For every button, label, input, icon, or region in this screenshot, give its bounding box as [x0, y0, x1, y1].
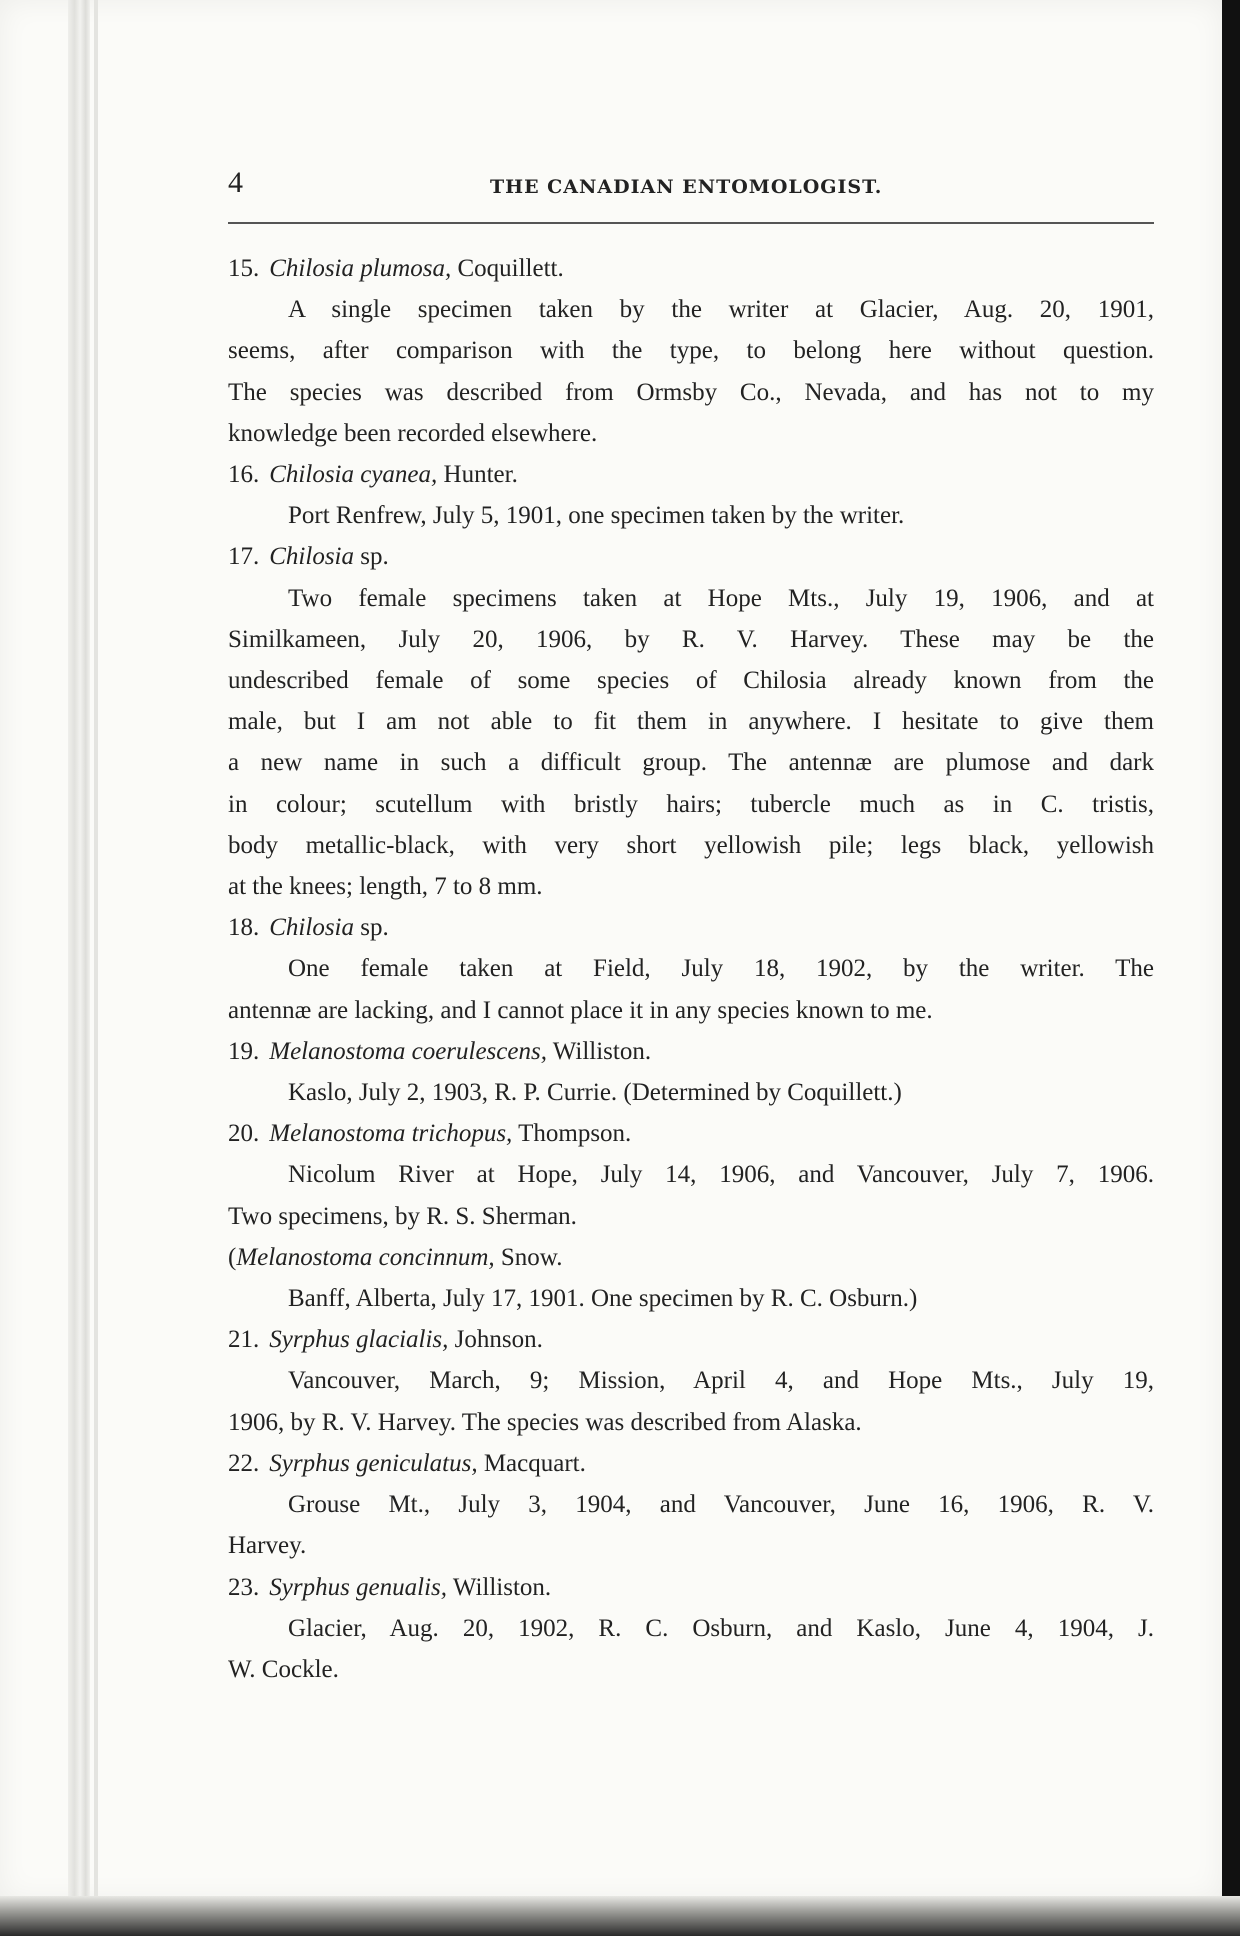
- entry-heading: [228, 1237, 1154, 1278]
- entry-text-line: Port Renfrew, July 5, 1901, one specimen taken by the writer.: [288, 502, 905, 530]
- entry-text-line: The species was described from Ormsby Co., Nevada, and has not to my: [228, 378, 1154, 406]
- entry-heading: [228, 1443, 1154, 1484]
- running-head: THE CANADIAN ENTOMOLOGIST.: [490, 176, 883, 198]
- species-author: sp.: [360, 543, 389, 571]
- species-author: Williston.: [452, 1573, 552, 1601]
- binding-edge: [94, 0, 98, 1900]
- entry-number: 15.: [228, 255, 260, 282]
- entry-text-line: Harvey.: [228, 1532, 307, 1560]
- species-name: Melanostoma concinnum,: [236, 1243, 495, 1271]
- entry-text-line: Glacier, Aug. 20, 1902, R. C. Osburn, and Kaslo, June 4, 1904, J.: [288, 1614, 1154, 1642]
- entry-text-line: undescribed female of some species of Chilosia already known from the: [228, 667, 1154, 695]
- entry-number: 18.: [228, 914, 260, 942]
- entry-text-line: Nicolum River at Hope, July 14, 1906, and Vancouver, July 7, 1906.: [288, 1161, 1154, 1189]
- entry-text-line: seems, after comparison with the type, to belong here without question.: [228, 337, 1154, 365]
- entry-heading: [228, 248, 1154, 289]
- entry-text-line: 1906, by R. V. Harvey. The species was described from Alaska.: [228, 1408, 862, 1436]
- entry-text-line: Kaslo, July 2, 1903, R. P. Currie. (Determined by Coquillett.): [288, 1079, 902, 1107]
- page-content: [228, 160, 1154, 1690]
- species-author: Snow.: [500, 1243, 563, 1271]
- species-author: Williston.: [552, 1037, 652, 1065]
- entry-text-line: at the knees; length, 7 to 8 mm.: [228, 873, 543, 901]
- entry-text-line: Banff, Alberta, July 17, 1901. One specimen by R. C. Osburn.): [288, 1285, 918, 1313]
- entry-heading: [228, 1567, 1154, 1608]
- entry-text-line: Similkameen, July 20, 1906, by R. V. Harvey. These may be the: [228, 625, 1154, 653]
- entry-text-line: Two female specimens taken at Hope Mts., July 19, 1906, and at: [288, 584, 1154, 612]
- scan-edge-shadow: [1222, 0, 1240, 1936]
- entry-text-line: Grouse Mt., July 3, 1904, and Vancouver, June 16, 1906, R. V.: [288, 1491, 1154, 1519]
- entry-number: 16.: [228, 461, 260, 489]
- binding-gutter: [68, 0, 90, 1900]
- page-header: [228, 160, 1154, 220]
- entry-text-line: Vancouver, March, 9; Mission, April 4, and Hope Mts., July 19,: [288, 1367, 1154, 1395]
- entry-prefix: (: [228, 1243, 237, 1271]
- species-name: Chilosia: [269, 914, 354, 942]
- entry-text-line: male, but I am not able to fit them in anywhere. I hesitate to give them: [228, 708, 1154, 736]
- entry-text-line: in colour; scutellum with bristly hairs; tubercle much as in C. tristis,: [228, 790, 1154, 818]
- entry-text-line: antennæ are lacking, and I cannot place it in any species known to me.: [228, 996, 933, 1024]
- entry-heading: [228, 1113, 1154, 1154]
- entry-heading: [228, 454, 1154, 495]
- entry-text-line: Two specimens, by R. S. Sherman.: [228, 1202, 577, 1230]
- entry-text-line: body metallic-black, with very short yellowish pile; legs black, yellowish: [228, 831, 1154, 859]
- entry-number: 21.: [228, 1326, 260, 1354]
- entry-number: 19.: [228, 1037, 260, 1065]
- page-number: 4: [228, 166, 243, 199]
- species-name: Syrphus glacialis,: [269, 1326, 449, 1354]
- species-name: Chilosia: [269, 543, 354, 571]
- species-name: Syrphus geniculatus,: [269, 1449, 478, 1477]
- entry-number: 23.: [228, 1573, 260, 1601]
- header-rule: [228, 222, 1154, 224]
- entry-text-line: W. Cockle.: [228, 1655, 339, 1683]
- species-list: [228, 248, 1154, 1690]
- entry-heading: [228, 907, 1154, 948]
- entry-heading: [228, 536, 1154, 577]
- species-author: sp.: [360, 914, 389, 942]
- species-name: Melanostoma trichopus,: [269, 1120, 513, 1148]
- entry-number: 20.: [228, 1120, 260, 1148]
- entry-heading: [228, 1031, 1154, 1072]
- entry-text-line: One female taken at Field, July 18, 1902, by the writer. The: [288, 955, 1154, 983]
- species-name: Chilosia cyanea,: [269, 461, 438, 489]
- entry-text-line: knowledge been recorded elsewhere.: [228, 419, 598, 447]
- species-name: Syrphus genualis,: [269, 1573, 448, 1601]
- species-name: Melanostoma coerulescens,: [269, 1037, 547, 1065]
- species-name: Chilosia plumosa,: [269, 255, 452, 282]
- entry-text-line: A single specimen taken by the writer at Glacier, Aug. 20, 1901,: [288, 296, 1154, 324]
- entry-heading: [228, 1319, 1154, 1360]
- species-author: Johnson.: [454, 1326, 543, 1354]
- entry-number: 22.: [228, 1449, 260, 1477]
- entry-number: 17.: [228, 543, 260, 571]
- species-author: Thompson.: [518, 1120, 632, 1148]
- species-author: Macquart.: [483, 1449, 586, 1477]
- scan-bottom-edge: [0, 1896, 1240, 1936]
- species-author: Coquillett.: [457, 255, 564, 282]
- entry-text-line: a new name in such a difficult group. The antennæ are plumose and dark: [228, 749, 1154, 777]
- species-author: Hunter.: [443, 461, 518, 489]
